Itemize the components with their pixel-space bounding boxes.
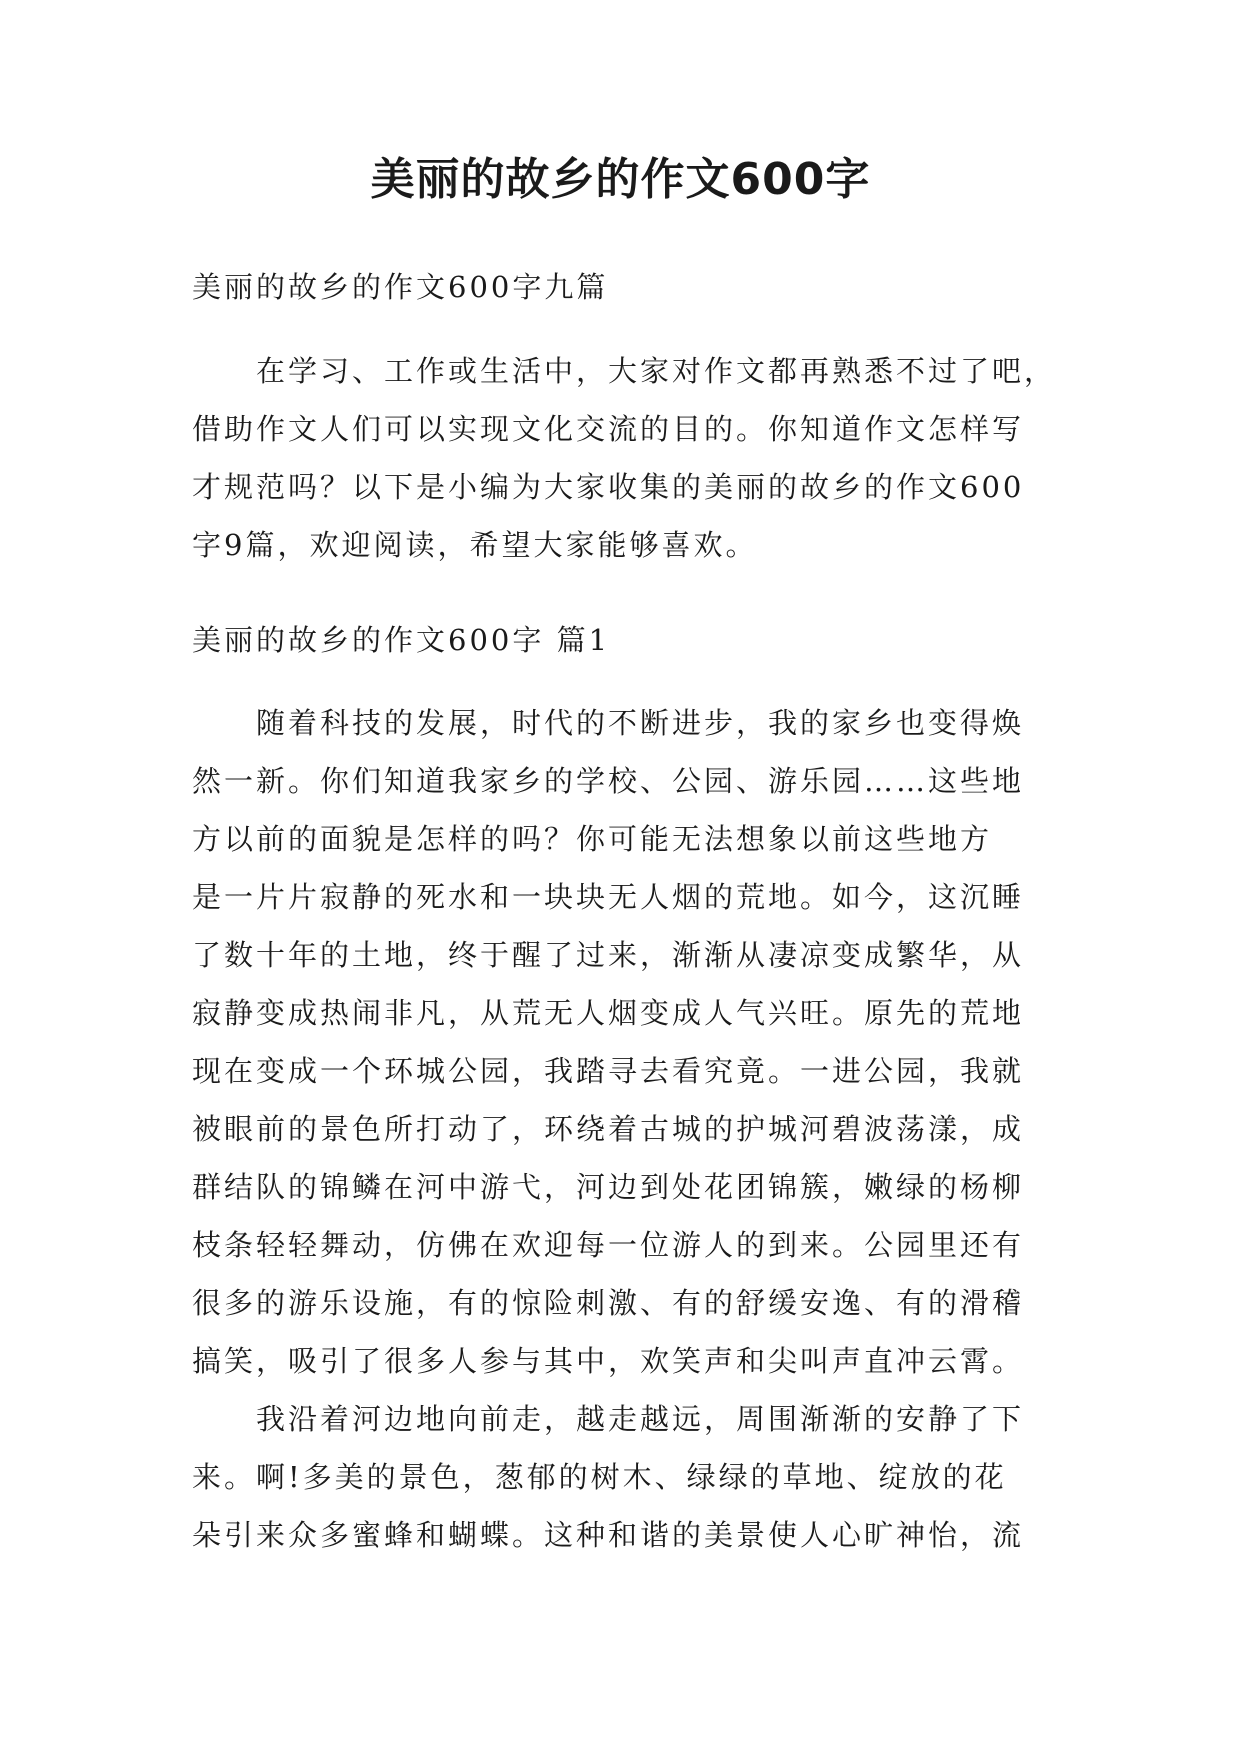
section-line: 随着科技的发展，时代的不断进步，我的家乡也变得焕 [256, 706, 1025, 740]
section-line: 现在变成一个环城公园，我踏寻去看究竟。一进公园，我就 [192, 1054, 1025, 1088]
section-heading-text: 美丽的故乡的作文600字 篇1 [192, 623, 611, 657]
intro-line: 在学习、工作或生活中，大家对作文都再熟悉不过了吧， [256, 354, 1057, 388]
section-line: 然一新。你们知道我家乡的学校、公园、游乐园……这些地 [192, 764, 1025, 798]
section-line: 朵引来众多蜜蜂和蝴蝶。这种和谐的美景使人心旷神怡，流 [192, 1518, 1025, 1552]
section-line: 来。啊!多美的景色，葱郁的树木、绿绿的草地、绽放的花 [192, 1460, 1007, 1494]
document-title: 美丽的故乡的作文600字 [370, 154, 871, 205]
section-line: 是一片片寂静的死水和一块块无人烟的荒地。如今，这沉睡 [192, 880, 1025, 914]
section-body [192, 694, 1058, 1564]
section-line: 了数十年的土地，终于醒了过来，渐渐从凄凉变成繁华，从 [192, 938, 1025, 972]
section-line: 寂静变成热闹非凡，从荒无人烟变成人气兴旺。原先的荒地 [192, 996, 1025, 1030]
section-line: 很多的游乐设施，有的惊险刺激、有的舒缓安逸、有的滑稽 [192, 1286, 1025, 1320]
intro-paragraph [192, 342, 1058, 574]
section-heading [192, 611, 1058, 669]
section-line: 枝条轻轻舞动，仿佛在欢迎每一位游人的到来。公园里还有 [192, 1228, 1025, 1262]
section-line: 搞笑，吸引了很多人参与其中，欢笑声和尖叫声直冲云霄。 [192, 1344, 1025, 1378]
section-line: 被眼前的景色所打动了，环绕着古城的护城河碧波荡漾，成 [192, 1112, 1025, 1146]
section-line: 群结队的锦鳞在河中游弋，河边到处花团锦簇，嫩绿的杨柳 [192, 1170, 1025, 1204]
section-line: 方以前的面貌是怎样的吗？你可能无法想象以前这些地方 [192, 822, 993, 856]
intro-line: 借助作文人们可以实现文化交流的目的。你知道作文怎样写 [192, 412, 1025, 446]
subtitle [192, 258, 1058, 316]
subtitle-text: 美丽的故乡的作文600字九篇 [192, 270, 609, 304]
intro-line: 字9篇，欢迎阅读，希望大家能够喜欢。 [192, 528, 758, 562]
intro-line: 才规范吗？以下是小编为大家收集的美丽的故乡的作文600 [192, 470, 1025, 504]
section-line: 我沿着河边地向前走，越走越远，周围渐渐的安静了下 [256, 1402, 1025, 1436]
